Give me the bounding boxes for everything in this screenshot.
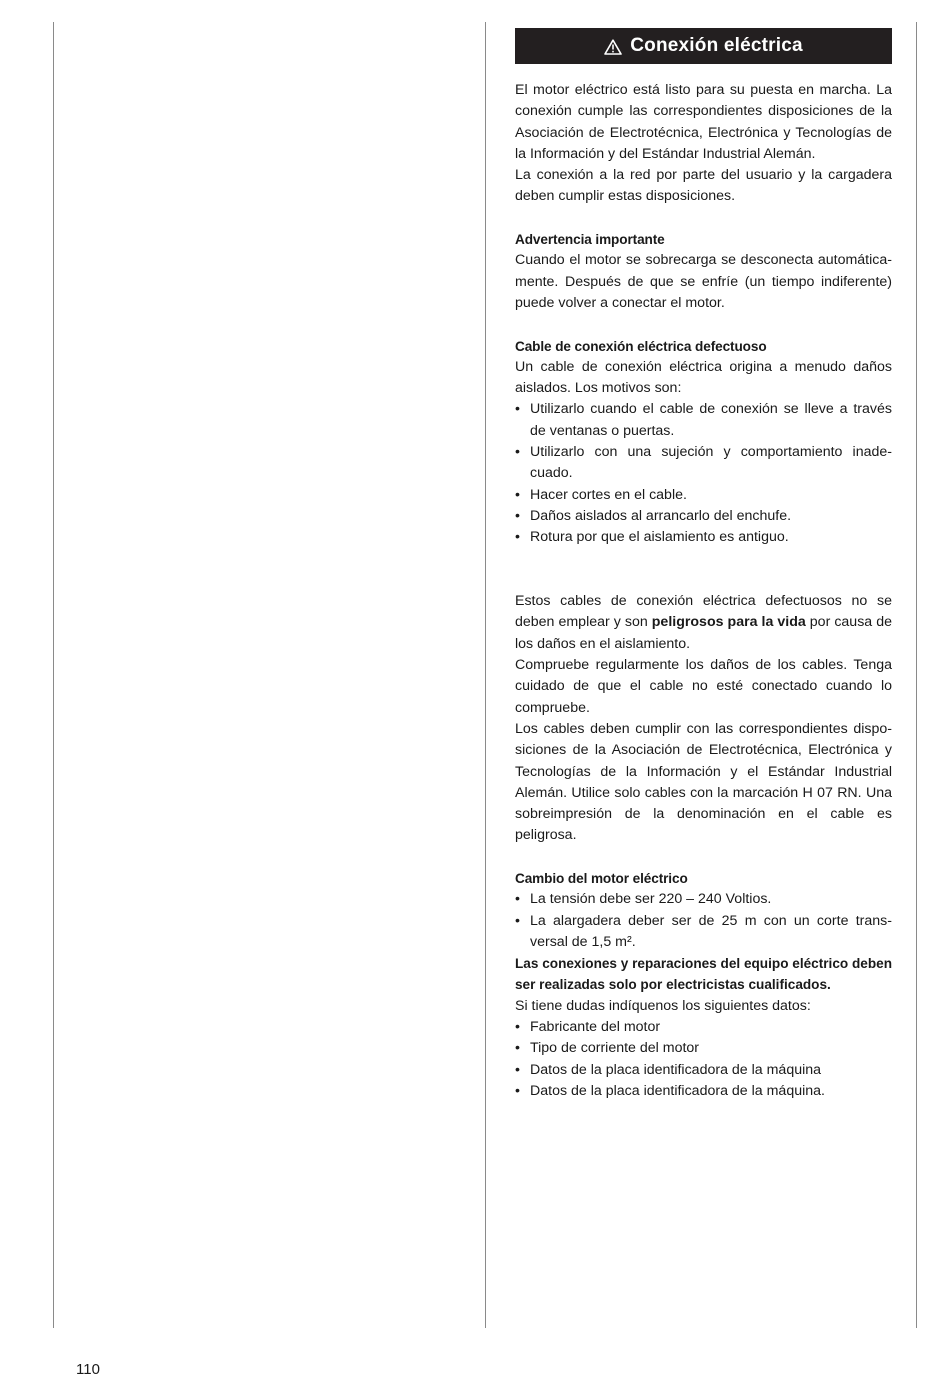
list-item: • La tensión debe ser 220 – 240 Voltios. <box>515 889 892 910</box>
doubt-text: Si tiene dudas indíquenos los siguientes datos: <box>515 997 811 1014</box>
list-item: • Fabricante del motor <box>515 1017 892 1038</box>
warning-triangle-icon <box>604 39 622 55</box>
page-number: 110 <box>76 1361 100 1378</box>
required-data-list <box>515 1017 892 1102</box>
motor-change-heading: Cambio del motor eléctrico <box>515 870 688 886</box>
danger-emphasis: peligrosos para la vida <box>651 614 806 631</box>
defective-cable-reasons-list <box>515 399 892 548</box>
list-item: • Datos de la placa identificadora de la máquina <box>515 1060 892 1081</box>
danger-paragraph-2: Compruebe regularmente los daños de los cables. Tenga cuidado de que el cable no esté conectado cuando lo compruebe. <box>515 657 892 716</box>
left-margin-rule <box>53 22 54 1328</box>
danger-paragraph-1: Estos cables de conexión eléctrica defectuosos no se deben emplear y son peligrosos para la vida por causa de los daños en el aislamiento. <box>515 593 892 652</box>
list-item: • Utilizarlo cuando el cable de conexión se lleve a través de ventanas o puertas. <box>515 399 892 442</box>
section-header <box>515 28 892 64</box>
column-divider-rule <box>485 22 486 1328</box>
electrician-note: Las conexiones y reparaciones del equipo eléctrico deben ser realizadas solo por electricistas cualificados. <box>515 956 892 993</box>
defective-cable-text: Un cable de conexión eléctrica origina a menudo daños aislados. Los motivos son: <box>515 358 892 397</box>
danger-paragraph-3: Los cables deben cumplir con las correspondientes dispo-siciones de la Asociación de Electrotécnica, Electrónica y Tecnologías de la Información y el Estándar Industrial Alemán. Utilice solo cables con la marcación H 07 RN. Una sobreimpresión de la denominación en el cable es peligrosa. <box>515 720 892 844</box>
content-column <box>515 28 892 1102</box>
list-item: • Datos de la placa identificadora de la máquina. <box>515 1081 892 1102</box>
section-title: Conexión eléctrica <box>630 35 803 57</box>
warning-text: Cuando el motor se sobrecarga se desconecta automática-mente. Después de que se enfríe (un tiempo indiferente) puede volver a conectar el motor. <box>515 252 892 311</box>
list-item: • Daños aislados al arrancarlo del enchufe. <box>515 506 892 527</box>
right-margin-rule <box>916 22 917 1328</box>
list-item: • Rotura por que el aislamiento es antiguo. <box>515 527 892 548</box>
list-item: • Hacer cortes en el cable. <box>515 485 892 506</box>
intro-paragraph-2: La conexión a la red por parte del usuario y la cargadera deben cumplir estas disposiciones. <box>515 167 892 205</box>
intro-paragraph-1: El motor eléctrico está listo para su puesta en marcha. La conexión cumple las correspondientes disposiciones de la Asociación de Electrotécnica, Electrónica y Tecnologías de la Información y del Estándar Industrial Alemán. <box>515 82 892 162</box>
list-item: • Tipo de corriente del motor <box>515 1038 892 1059</box>
motor-requirements-list <box>515 889 892 953</box>
list-item: • Utilizarlo con una sujeción y comportamiento inade-cuado. <box>515 442 892 485</box>
warning-heading: Advertencia importante <box>515 232 665 248</box>
list-item: • La alargadera deber ser de 25 m con un corte trans-versal de 1,5 m². <box>515 911 892 954</box>
defective-cable-heading: Cable de conexión eléctrica defectuoso <box>515 338 767 354</box>
